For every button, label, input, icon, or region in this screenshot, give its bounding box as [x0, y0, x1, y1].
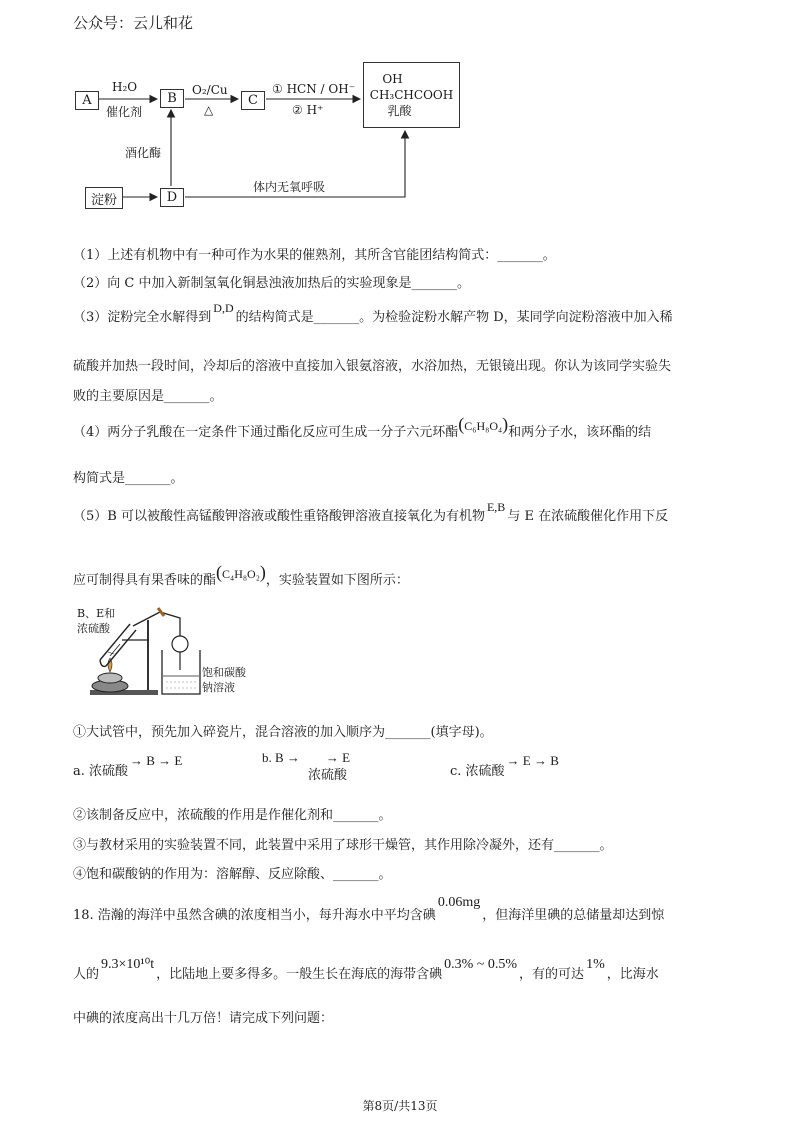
- q18-mass: 9.3×10¹⁰t: [101, 957, 155, 972]
- q18-pct: 1%: [586, 957, 605, 972]
- box-starch: 淀粉: [85, 187, 123, 209]
- q5-math: E,B: [486, 500, 506, 514]
- question-1: （1）上述有机物中有一种可作为水果的催熟剂，其所含官能团结构简式：_______。: [73, 248, 556, 263]
- apparatus-label-right-2: 钠溶液: [202, 681, 235, 694]
- option-b-mid: 浓硫酸: [308, 768, 348, 783]
- option-c: [450, 753, 559, 779]
- question-4-line-1: （4）两分子乳酸在一定条件下通过酯化反应可生成一分子六元环酯(C₆H₈O₄)和两分子水，该环酯的结: [73, 414, 652, 440]
- sub-question-3: ③与教材采用的实验装置不同，此装置中采用了球形干燥管，其作用除冷凝外，还有_______。: [73, 838, 613, 853]
- anaerobic-label: 体内无氧呼吸: [253, 180, 326, 194]
- sub-question-1: ①大试管中，预先加入碎瓷片，混合溶液的加入顺序为_______(填字母)。: [73, 725, 493, 740]
- q18-text-a: 18. 浩瀚的海洋中虽然含碘的浓度相当小，每升海水中平均含碘: [73, 908, 436, 923]
- q18-range: 0.3% ~ 0.5%: [444, 957, 518, 972]
- q5-text-c: 应可制得具有果香味的酯: [73, 573, 217, 588]
- q3-text-a: （3）淀粉完全水解得到: [73, 310, 212, 325]
- c-top-label: ① HCN / OH⁻: [272, 82, 356, 96]
- question-5-line-2: 应可制得具有果香味的酯(C₄H₈O₂)，实验装置如下图所示：: [73, 562, 409, 588]
- c-bottom-label: ② H⁺: [292, 103, 324, 117]
- option-c-prefix: c. 浓硫酸: [450, 764, 505, 779]
- box-a: A: [75, 91, 99, 110]
- sub-question-4: ④饱和碳酸钠的作用为：溶解醇、反应除酸、_______。: [73, 867, 392, 882]
- product-oh: OH: [382, 72, 403, 86]
- question-3-line-1: [73, 301, 673, 325]
- q5-text-a: （5）B 可以被酸性高锰酸钾溶液或酸性重铬酸钾溶液直接氧化为有机物: [73, 509, 485, 524]
- question-2: （2）向 C 中加入新制氢氧化铜悬浊液加热后的实验现象是_______。: [73, 276, 470, 291]
- product-formula: CH₃CHCOOH: [369, 88, 454, 102]
- question-18-line-1: [73, 895, 665, 924]
- q18-text-d: ，比陆地上要多得多。一般生长在海底的海带含碘: [156, 967, 443, 982]
- q18-text-b: ，但海洋里碘的总储量却达到惊: [482, 908, 665, 923]
- option-a-seq: → B → E: [130, 753, 183, 768]
- option-a-prefix: a. 浓硫酸: [73, 764, 129, 779]
- ab-bottom-label: 催化剂: [106, 105, 143, 119]
- question-5-line-1: [73, 500, 669, 524]
- product-name: 乳酸: [387, 104, 412, 118]
- q18-text-e: ，有的可达: [519, 967, 585, 982]
- page-header: 公众号：云儿和花: [73, 14, 194, 32]
- q3-text-b: 的结构简式是_______。为检验淀粉水解产物 D，某同学向淀粉溶液中加入稀: [235, 310, 673, 325]
- question-3-line-2: 硫酸并加热一段时间，冷却后的溶液中直接加入银氨溶液，水浴加热，无银镜出现。你认为该同学实验失: [73, 359, 672, 374]
- option-c-seq: → E → B: [506, 753, 559, 768]
- page-footer: 第8页/共13页: [362, 1099, 438, 1113]
- q5-text-b: 与 E 在浓硫酸催化作用下反: [507, 509, 669, 524]
- q3-math: D,D: [213, 301, 234, 315]
- question-3-line-3: 败的主要原因是_______。: [73, 389, 223, 404]
- q5-text-d: ，实验装置如下图所示：: [265, 573, 409, 588]
- option-a: [73, 753, 183, 779]
- box-b: B: [160, 89, 184, 108]
- q5-formula: C₄H₈O₂: [222, 567, 260, 581]
- sub-question-2: ②该制备反应中，浓硫酸的作用是作催化剂和_______。: [73, 808, 392, 823]
- apparatus-label-top: B、E和: [77, 607, 116, 620]
- question-4-line-2: 构简式是_______。: [73, 471, 184, 486]
- bc-top-label: O₂/Cu: [192, 83, 228, 97]
- q18-text-f: ，比海水: [606, 967, 659, 982]
- apparatus-drawing: [70, 600, 210, 700]
- option-b-prefix: b. B →: [262, 750, 300, 765]
- enzyme-label: 酒化酶: [125, 146, 162, 160]
- apparatus-label-right-1: 饱和碳酸: [202, 666, 246, 679]
- q4-text-a: （4）两分子乳酸在一定条件下通过酯化反应可生成一分子六元环酯: [73, 425, 459, 440]
- option-b-seq: → E: [325, 750, 351, 765]
- ab-top-label: H₂O: [112, 80, 138, 94]
- bc-bottom-label: △: [204, 103, 214, 117]
- box-c: C: [241, 91, 265, 110]
- q4-formula: C₆H₈O₄: [464, 419, 503, 433]
- question-18-line-2: [73, 957, 659, 983]
- q18-text-c: 人的: [73, 967, 100, 982]
- q18-mg: 0.06mg: [437, 895, 481, 910]
- q4-text-b: 和两分子水，该环酯的结: [508, 425, 652, 440]
- apparatus-label-mid: 浓硫酸: [77, 622, 110, 635]
- question-18-line-3: 中碘的浓度高出十几万倍！请完成下列问题：: [73, 1011, 334, 1026]
- box-d: D: [160, 188, 184, 207]
